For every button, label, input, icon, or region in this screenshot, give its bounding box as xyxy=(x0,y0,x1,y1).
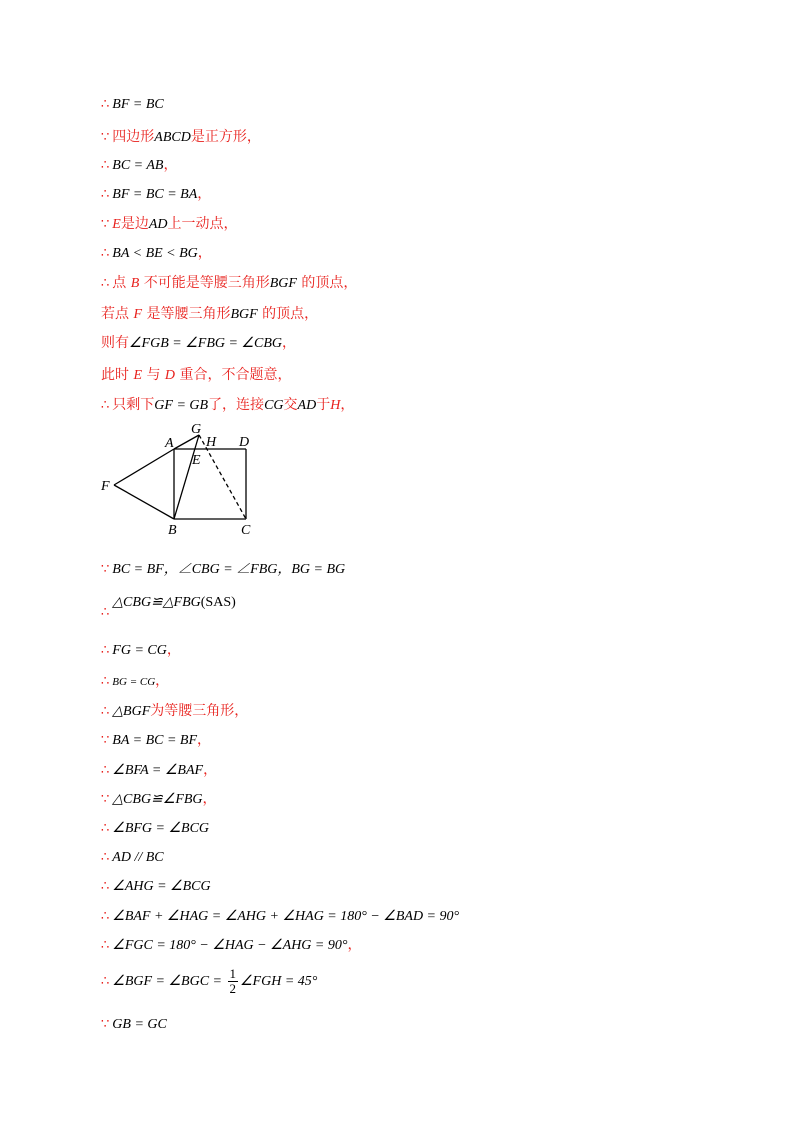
text: ， xyxy=(347,937,362,953)
math: ∠FGB = ∠FBG = ∠CBG xyxy=(129,336,282,351)
line-1 xyxy=(101,94,164,115)
geometry-diagram xyxy=(96,420,266,540)
proof-line-5 xyxy=(101,701,248,722)
math: AD xyxy=(148,217,168,232)
text: 是正方形， xyxy=(190,129,261,145)
therefore-symbol: ∴ xyxy=(101,97,110,112)
math: ∠BFG = ∠BCG xyxy=(112,821,210,836)
fraction-one-half xyxy=(228,967,239,996)
text: ， xyxy=(155,673,170,689)
therefore-symbol: ∴ xyxy=(101,850,110,865)
label-c: C xyxy=(241,523,251,538)
text: 的顶点， xyxy=(257,306,319,322)
line-5 xyxy=(101,214,238,235)
therefore-symbol: ∴ xyxy=(101,643,110,658)
because-symbol: ∵ xyxy=(101,733,110,748)
label-h: H xyxy=(206,435,217,450)
text: 点 xyxy=(112,275,131,291)
therefore-symbol: ∴ xyxy=(101,276,110,291)
line-10 xyxy=(101,365,292,386)
text: ， xyxy=(203,762,218,778)
proof-line-15 xyxy=(101,1014,167,1035)
therefore-symbol: ∴ xyxy=(101,909,110,924)
math: ∠FGH = 45° xyxy=(240,974,318,989)
text: 若点 xyxy=(101,306,134,322)
label-f: F xyxy=(101,479,110,494)
text: ， xyxy=(197,245,212,261)
line-2 xyxy=(101,127,261,148)
math: BG = CG xyxy=(112,676,156,688)
math: H xyxy=(330,398,341,413)
therefore-symbol: ∴ xyxy=(101,821,110,836)
line-3 xyxy=(101,155,177,176)
text: 是边 xyxy=(120,216,149,232)
math: ∠BAF + ∠HAG = ∠AHG + ∠HAG = 180° − ∠BAD = 90° xyxy=(112,909,460,924)
line-8 xyxy=(101,304,318,325)
math: AD xyxy=(297,398,317,413)
text: 只剩下 xyxy=(112,397,155,413)
because-symbol: ∵ xyxy=(101,792,110,807)
text: 为等腰三角形， xyxy=(150,703,249,719)
proof-line-1 xyxy=(101,559,345,580)
proof-line-12 xyxy=(101,906,459,927)
therefore-symbol: ∴ xyxy=(101,879,110,894)
math: ∠BGF = ∠BGC = xyxy=(112,974,226,989)
proof-line-9 xyxy=(101,818,209,839)
text: ， xyxy=(281,335,296,351)
text: ， xyxy=(197,732,212,748)
math: (SAS) xyxy=(200,595,236,610)
proof-line-2 xyxy=(101,592,236,620)
proof-line-4 xyxy=(101,671,169,692)
because-symbol: ∵ xyxy=(101,1017,110,1032)
line-7 xyxy=(101,273,357,294)
text: ， xyxy=(202,791,217,807)
therefore-symbol: ∴ xyxy=(101,187,110,202)
math: BF = BC = BA xyxy=(112,187,198,202)
math: E xyxy=(112,217,121,232)
math: BA = BC = BF xyxy=(112,733,198,748)
label-b: B xyxy=(168,523,177,538)
text: 不可能是等腰三角形 xyxy=(139,275,270,291)
math: BC = BF，∠CBG = ∠FBG，BG = BG xyxy=(112,562,346,577)
label-g: G xyxy=(191,422,202,437)
math: CG xyxy=(264,398,284,413)
math: BGF xyxy=(230,307,258,322)
segment-fb xyxy=(114,485,174,519)
math: GF = GB xyxy=(154,398,209,413)
text: 与 xyxy=(142,367,165,383)
text: 是等腰三角形 xyxy=(142,306,231,322)
text: ， xyxy=(166,642,181,658)
label-a: A xyxy=(165,436,174,451)
line-4 xyxy=(101,184,211,205)
proof-line-13 xyxy=(101,935,361,956)
line-9 xyxy=(101,333,296,354)
therefore-symbol: ∴ xyxy=(101,938,110,953)
proof-line-8 xyxy=(101,789,217,810)
math: E xyxy=(133,368,143,383)
text: 交 xyxy=(283,397,298,413)
therefore-symbol: ∴ xyxy=(101,674,110,689)
proof-line-14 xyxy=(101,964,317,999)
label-e: E xyxy=(192,453,201,468)
text: 重合，不合题意， xyxy=(175,367,292,383)
line-6 xyxy=(101,243,212,264)
math: BA < BE < BG xyxy=(112,246,198,261)
text: 此时 xyxy=(101,367,134,383)
math: △CBG≌∠FBG xyxy=(112,792,203,807)
proof-line-10 xyxy=(101,847,164,868)
because-symbol: ∵ xyxy=(101,562,110,577)
math: F xyxy=(133,307,143,322)
math: D xyxy=(164,368,176,383)
math: BC = AB xyxy=(112,158,164,173)
text: ， xyxy=(197,186,212,202)
text: 了，连接 xyxy=(208,397,265,413)
math: B xyxy=(130,276,140,291)
therefore-symbol: ∴ xyxy=(101,158,110,173)
proof-line-11 xyxy=(101,876,211,897)
therefore-symbol: ∴ xyxy=(101,246,110,261)
math: △CBG≌△FBG xyxy=(112,595,201,610)
text: ， xyxy=(163,157,178,173)
proof-line-3 xyxy=(101,640,181,661)
proof-line-7 xyxy=(101,760,217,781)
math: △BGF xyxy=(112,704,151,719)
therefore-symbol: ∴ xyxy=(101,605,110,620)
because-symbol: ∵ xyxy=(101,130,110,145)
math: ∠FGC = 180° − ∠HAG − ∠AHG = 90° xyxy=(112,938,348,953)
text: 四边形 xyxy=(112,129,155,145)
therefore-symbol: ∴ xyxy=(101,763,110,778)
math: ∠AHG = ∠BCG xyxy=(112,879,211,894)
text: 则有 xyxy=(101,335,129,351)
fraction-numerator: 1 xyxy=(229,965,236,981)
math: ABCD xyxy=(154,130,191,145)
label-d: D xyxy=(239,435,250,450)
text: ， xyxy=(340,397,355,413)
proof-line-6 xyxy=(101,730,211,751)
math: ∠BFA = ∠BAF xyxy=(112,763,204,778)
text: 于 xyxy=(316,397,331,413)
math: BF = BC xyxy=(112,97,164,112)
math: GB = GC xyxy=(112,1017,167,1032)
fraction-denominator: 2 xyxy=(229,980,236,996)
math: FG = CG xyxy=(112,643,167,658)
because-symbol: ∵ xyxy=(101,217,110,232)
text: 的顶点， xyxy=(296,275,358,291)
math: BGF xyxy=(269,276,297,291)
therefore-symbol: ∴ xyxy=(101,974,110,989)
therefore-symbol: ∴ xyxy=(101,398,110,413)
line-11 xyxy=(101,395,354,416)
therefore-symbol: ∴ xyxy=(101,704,110,719)
text: 上一动点， xyxy=(167,216,238,232)
segment-fa xyxy=(114,449,174,485)
math: AD // BC xyxy=(112,850,164,865)
